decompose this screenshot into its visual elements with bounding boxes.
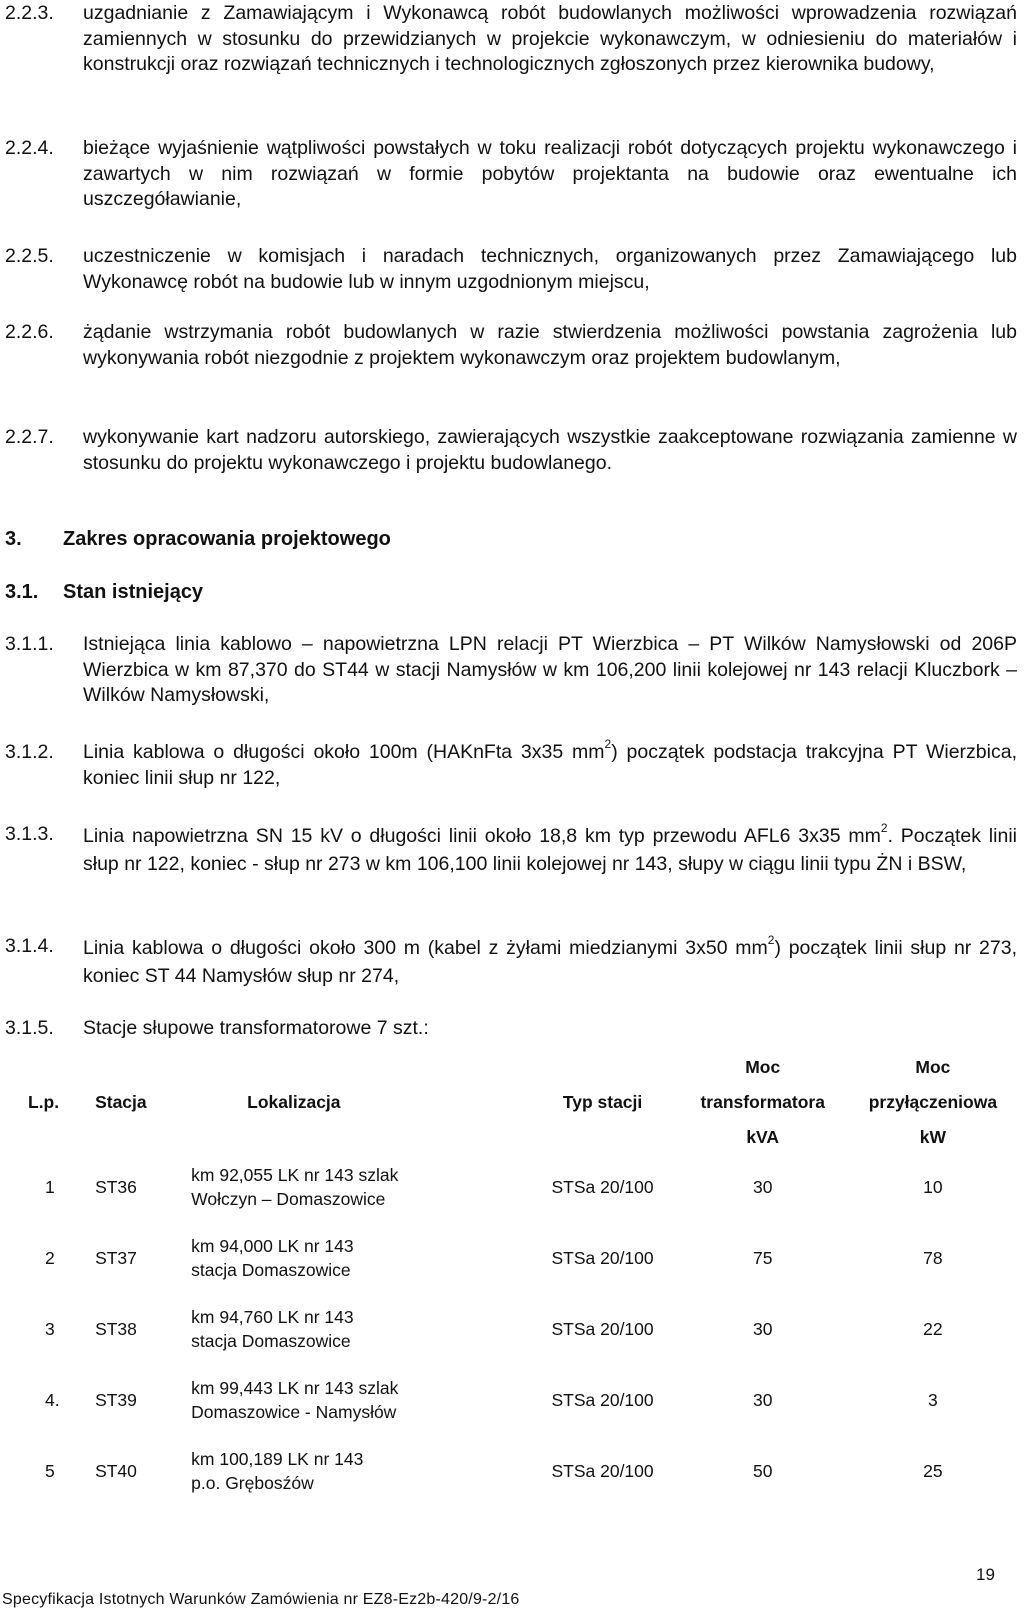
cell-lp: 1 xyxy=(45,1176,55,1197)
header-stacja: Stacja xyxy=(95,1091,147,1112)
header-prz-line2: przyłączeniowa xyxy=(868,1091,998,1112)
cell-moc: 50 xyxy=(752,1460,773,1481)
header-prz-line1: Moc xyxy=(915,1056,951,1077)
superscript: 2 xyxy=(604,736,612,751)
list-item-2-2-6 xyxy=(5,320,1017,371)
lokalizacja-line1: km 92,055 LK nr 143 szlak xyxy=(191,1164,399,1185)
item-number: 3.1.1. xyxy=(5,633,54,655)
item-text: żądanie wstrzymania robót budowlanych w razie stwierdzenia możliwości powstania zagrożenia lub wykonywania robót niezgodnie z projektem wykonawczym oraz projektem budowlanym, xyxy=(83,321,1017,369)
item-number: 2.2.5. xyxy=(5,245,54,267)
header-typ: Typ stacji xyxy=(562,1091,643,1112)
item-text-part: ) początek podstacja trakcyjna PT Wierzbica, koniec linii słup nr 122, xyxy=(83,741,1017,789)
table-header-row xyxy=(28,1052,1018,1151)
cell-przylaczeniowa: 10 xyxy=(923,1176,943,1197)
lokalizacja-line2: Domaszowice - Namysłów xyxy=(191,1401,397,1422)
section-heading-3-1 xyxy=(5,579,203,605)
header-prz-line3: kW xyxy=(919,1126,947,1147)
header-moc-przylaczeniowa xyxy=(848,1052,1018,1151)
cell-lokalizacja xyxy=(185,1435,527,1506)
cell-typ: STSa 20/100 xyxy=(551,1247,654,1268)
page-number: 19 xyxy=(976,1565,995,1584)
list-item-2-2-4 xyxy=(5,136,1017,213)
list-item-3-1-3 xyxy=(5,822,1017,878)
page-footer: Specyfikacja Istotnych Warunków Zamówienia nr EZ8-Ez2b-420/9-2/16 xyxy=(2,1591,520,1608)
item-number: 3.1.4. xyxy=(5,935,54,957)
header-moc-line1: Moc xyxy=(745,1056,781,1077)
lokalizacja-line2: Wołczyn – Domaszowice xyxy=(191,1188,386,1209)
cell-moc: 30 xyxy=(752,1318,773,1339)
table-row xyxy=(28,1435,1018,1506)
cell-moc: 30 xyxy=(752,1389,773,1410)
item-number: 2.2.6. xyxy=(5,321,54,343)
list-item-2-2-5 xyxy=(5,244,1017,295)
list-item-2-2-7 xyxy=(5,425,1017,476)
cell-lokalizacja xyxy=(185,1293,527,1364)
cell-przylaczeniowa: 22 xyxy=(923,1318,943,1339)
cell-lp: 2 xyxy=(45,1247,55,1268)
item-text-part: Linia napowietrzna SN 15 kV o długości linii około 18,8 km typ przewodu AFL6 3x35 mm xyxy=(83,825,881,847)
cell-typ: STSa 20/100 xyxy=(551,1389,654,1410)
cell-lokalizacja xyxy=(185,1151,527,1222)
cell-przylaczeniowa: 78 xyxy=(923,1247,943,1268)
table-row xyxy=(28,1364,1018,1435)
superscript: 2 xyxy=(767,932,775,947)
item-text: uzgadnianie z Zamawiającym i Wykonawcą robót budowlanych możliwości wprowadzenia rozwiązań zamiennych w stosunku do przewidzianych w projekcie wykonawczym, w odniesieniu do materiałów i konstrukcji oraz rozwiązań technicznych i technologicznych zgłoszonych przez kierownika budowy, xyxy=(83,2,1017,75)
cell-moc: 30 xyxy=(752,1176,773,1197)
header-moc-line2: transformatora xyxy=(700,1091,825,1112)
header-moc-transformatora xyxy=(678,1052,848,1151)
header-lokalizacja: Lokalizacja xyxy=(247,1091,341,1112)
item-text xyxy=(83,736,1017,791)
item-text-part: Linia kablowa o długości około 100m (HAKnFta 3x35 mm xyxy=(83,741,605,763)
cell-stacja: ST37 xyxy=(95,1247,137,1268)
list-item-3-1-2 xyxy=(5,736,1017,791)
cell-typ: STSa 20/100 xyxy=(551,1460,654,1481)
list-item-3-1-5 xyxy=(5,1016,1017,1042)
cell-lp: 5 xyxy=(45,1460,55,1481)
heading-number: 3.1. xyxy=(5,581,39,603)
heading-text: Stan istniejący xyxy=(63,581,204,603)
heading-number: 3. xyxy=(5,528,22,550)
section-heading-3 xyxy=(5,526,391,552)
stations-table xyxy=(28,1052,1018,1506)
superscript: 2 xyxy=(880,820,888,835)
cell-lokalizacja xyxy=(185,1364,527,1435)
item-number: 3.1.5. xyxy=(5,1017,54,1039)
item-text-part: ) początek linii słup nr 273, koniec ST 44 Namysłów słup nr 274, xyxy=(83,937,1017,987)
item-text: Stacje słupowe transformatorowe 7 szt.: xyxy=(83,1017,429,1039)
item-number: 3.1.3. xyxy=(5,823,54,845)
list-item-2-2-3 xyxy=(5,1,1017,78)
cell-lp: 4. xyxy=(45,1389,60,1410)
item-text: bieżące wyjaśnienie wątpliwości powstałych w toku realizacji robót dotyczących projektu wykonawczego i zawartych w nim rozwiązań w formie pobytów projektanta na budowie oraz ewentualne ich uszczegóławianie, xyxy=(83,137,1017,210)
cell-lp: 3 xyxy=(45,1318,55,1339)
cell-moc: 75 xyxy=(752,1247,773,1268)
lokalizacja-line1: km 99,443 LK nr 143 szlak xyxy=(191,1377,399,1398)
lokalizacja-line1: km 94,760 LK nr 143 xyxy=(191,1306,354,1327)
table-row xyxy=(28,1151,1018,1222)
lokalizacja-line2: stacja Domaszowice xyxy=(191,1330,351,1351)
item-text-part: . Początek linii słup nr 122, koniec - słup nr 273 w km 106,100 linii kolejowej nr 143, słupy w ciągu linii typu ŻN i BSW, xyxy=(83,825,1017,875)
lokalizacja-line1: km 100,189 LK nr 143 xyxy=(191,1448,364,1469)
lokalizacja-line1: km 94,000 LK nr 143 xyxy=(191,1235,354,1256)
table-row xyxy=(28,1293,1018,1364)
list-item-3-1-4 xyxy=(5,934,1017,990)
item-text-part: Linia kablowa o długości około 300 m (kabel z żyłami miedzianymi 3x50 mm xyxy=(83,937,768,959)
cell-stacja: ST36 xyxy=(95,1176,137,1197)
heading-text: Zakres opracowania projektowego xyxy=(63,528,391,550)
item-number: 3.1.2. xyxy=(5,741,54,763)
cell-stacja: ST39 xyxy=(95,1389,137,1410)
item-text xyxy=(83,934,1017,990)
cell-przylaczeniowa: 3 xyxy=(928,1389,938,1410)
cell-stacja: ST40 xyxy=(95,1460,137,1481)
item-text: wykonywanie kart nadzoru autorskiego, zawierających wszystkie zaakceptowane rozwiązania zamienne w stosunku do projektu wykonawczego i projektu budowlanego. xyxy=(83,426,1017,474)
header-lp: L.p. xyxy=(28,1091,60,1112)
header-moc-line3: kVA xyxy=(746,1126,780,1147)
cell-lokalizacja xyxy=(185,1222,527,1293)
item-text: Istniejąca linia kablowo – napowietrzna LPN relacji PT Wierzbica – PT Wilków Namysłowski od 206P Wierzbica w km 87,370 do ST44 w stacji Namysłów w km 106,200 linii kolejowej nr 143 relacji Kluczbork – Wilków Namysłowski, xyxy=(83,633,1017,706)
cell-stacja: ST38 xyxy=(95,1318,137,1339)
item-text: uczestniczenie w komisjach i naradach technicznych, organizowanych przez Zamawiającego lub Wykonawcę robót na budowie lub w innym uzgodnionym miejscu, xyxy=(83,245,1017,293)
item-number: 2.2.3. xyxy=(5,2,54,24)
lokalizacja-line2: p.o. Grębosźów xyxy=(191,1472,314,1493)
item-number: 2.2.7. xyxy=(5,426,54,448)
table-row xyxy=(28,1222,1018,1293)
cell-typ: STSa 20/100 xyxy=(551,1318,654,1339)
lokalizacja-line2: stacja Domaszowice xyxy=(191,1259,351,1280)
cell-przylaczeniowa: 25 xyxy=(923,1460,943,1481)
item-text xyxy=(83,822,1017,878)
cell-typ: STSa 20/100 xyxy=(551,1176,654,1197)
list-item-3-1-1 xyxy=(5,632,1017,709)
item-number: 2.2.4. xyxy=(5,137,54,159)
